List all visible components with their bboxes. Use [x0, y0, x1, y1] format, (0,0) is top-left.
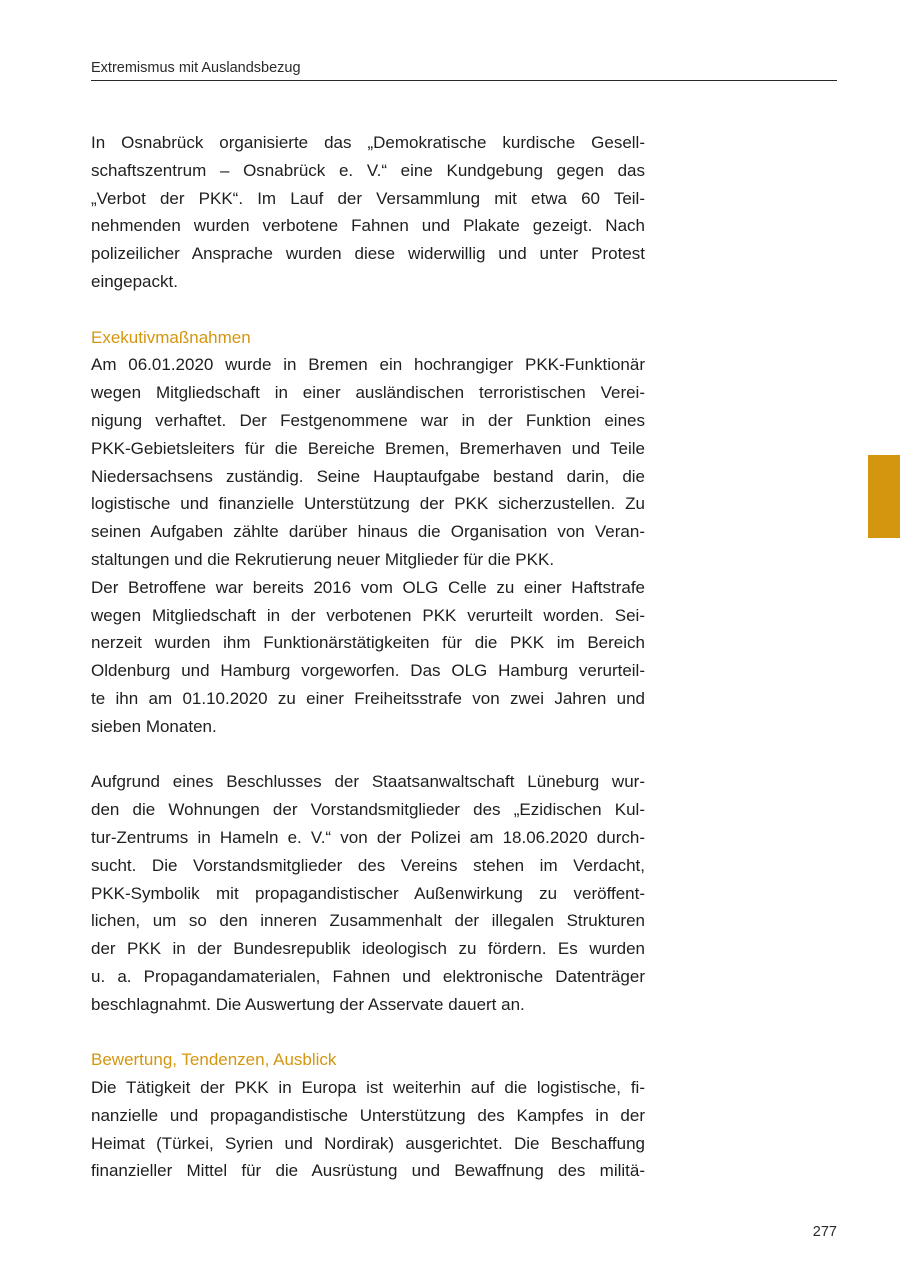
body-line: finanzieller Mittel für die Ausrüstung und Bewaffnung des militä- — [91, 1161, 645, 1181]
body-line: Niedersachsens zuständig. Seine Hauptaufgabe bestand darin, die — [91, 466, 645, 486]
body-line: nigung verhaftet. Der Festgenommene war in der Funktion eines — [91, 410, 645, 430]
body-line: „Verbot der PKK“. Im Lauf der Versammlung mit etwa 60 Teil- — [91, 188, 645, 208]
paragraph — [91, 1074, 645, 1185]
section-heading: Exekutivmaßnahmen — [91, 327, 251, 347]
paragraph — [91, 768, 645, 1018]
body-line: schaftszentrum – Osnabrück e. V.“ eine Kundgebung gegen das — [91, 160, 645, 180]
paragraph-gap — [91, 296, 645, 324]
text-column — [91, 129, 645, 1185]
body-line: sucht. Die Vorstandsmitglieder des Vereins stehen im Verdacht, — [91, 855, 645, 875]
page-number: 277 — [812, 1224, 837, 1240]
body-line: Heimat (Türkei, Syrien und Nordirak) ausgerichtet. Die Beschaffung — [91, 1133, 645, 1153]
header-rule — [91, 80, 837, 81]
body-line: lichen, um so den inneren Zusammenhalt der illegalen Strukturen — [91, 911, 645, 931]
body-line: Aufgrund eines Beschlusses der Staatsanwaltschaft Lüneburg wur- — [91, 772, 645, 792]
paragraph — [91, 574, 645, 741]
body-line: staltungen und die Rekrutierung neuer Mitglieder für die PKK. — [91, 549, 555, 569]
body-line: eingepackt. — [91, 271, 178, 291]
body-line: Der Betroffene war bereits 2016 vom OLG Celle zu einer Haftstrafe — [91, 577, 645, 597]
body-line: polizeilicher Ansprache wurden diese widerwillig und unter Protest — [91, 244, 645, 264]
body-line: PKK-Gebietsleiters für die Bereiche Bremen, Bremerhaven und Teile — [91, 438, 645, 458]
body-line: te ihn am 01.10.2020 zu einer Freiheitsstrafe von zwei Jahren und — [91, 688, 645, 708]
paragraph — [91, 129, 645, 296]
body-line: tur-Zentrums in Hameln e. V.“ von der Polizei am 18.06.2020 durch- — [91, 827, 645, 847]
section-heading: Bewertung, Tendenzen, Ausblick — [91, 1050, 337, 1070]
body-line: seinen Aufgaben zählte darüber hinaus die Organisation von Veran- — [91, 522, 645, 542]
chapter-tab-marker — [868, 455, 900, 538]
paragraph — [91, 351, 645, 573]
body-line: u. a. Propagandamaterialen, Fahnen und elektronische Datenträger — [91, 966, 645, 986]
paragraph-gap — [91, 741, 645, 769]
body-line: nehmenden wurden verbotene Fahnen und Plakate gezeigt. Nach — [91, 216, 645, 236]
body-line: PKK-Symbolik mit propagandistischer Außenwirkung zu veröffent- — [91, 883, 645, 903]
body-line: sieben Monaten. — [91, 716, 217, 736]
body-line: In Osnabrück organisierte das „Demokratische kurdische Gesell- — [91, 133, 645, 152]
paragraph-gap — [91, 1019, 645, 1047]
body-line: logistische und finanzielle Unterstützung der PKK sicherzustellen. Zu — [91, 494, 645, 514]
body-line: wegen Mitgliedschaft in einer ausländischen terroristischen Verei- — [91, 383, 645, 403]
body-line: Die Tätigkeit der PKK in Europa ist weiterhin auf die logistische, fi- — [91, 1078, 645, 1098]
body-line: den die Wohnungen der Vorstandsmitglieder des „Ezidischen Kul- — [91, 800, 645, 820]
body-line: wegen Mitgliedschaft in der verbotenen PKK verurteilt worden. Sei- — [91, 605, 645, 625]
body-line: nanzielle und propagandistische Unterstützung des Kampfes in der — [91, 1105, 645, 1125]
running-title: Extremismus mit Auslandsbezug — [91, 60, 301, 76]
body-line: beschlagnahmt. Die Auswertung der Asservate dauert an. — [91, 994, 525, 1014]
body-line: nerzeit wurden ihm Funktionärstätigkeiten für die PKK im Bereich — [91, 633, 645, 653]
body-line: Am 06.01.2020 wurde in Bremen ein hochrangiger PKK-Funktionär — [91, 355, 645, 375]
body-line: Oldenburg und Hamburg vorgeworfen. Das OLG Hamburg verurteil- — [91, 661, 645, 681]
body-line: der PKK in der Bundesrepublik ideologisch zu fördern. Es wurden — [91, 939, 645, 959]
